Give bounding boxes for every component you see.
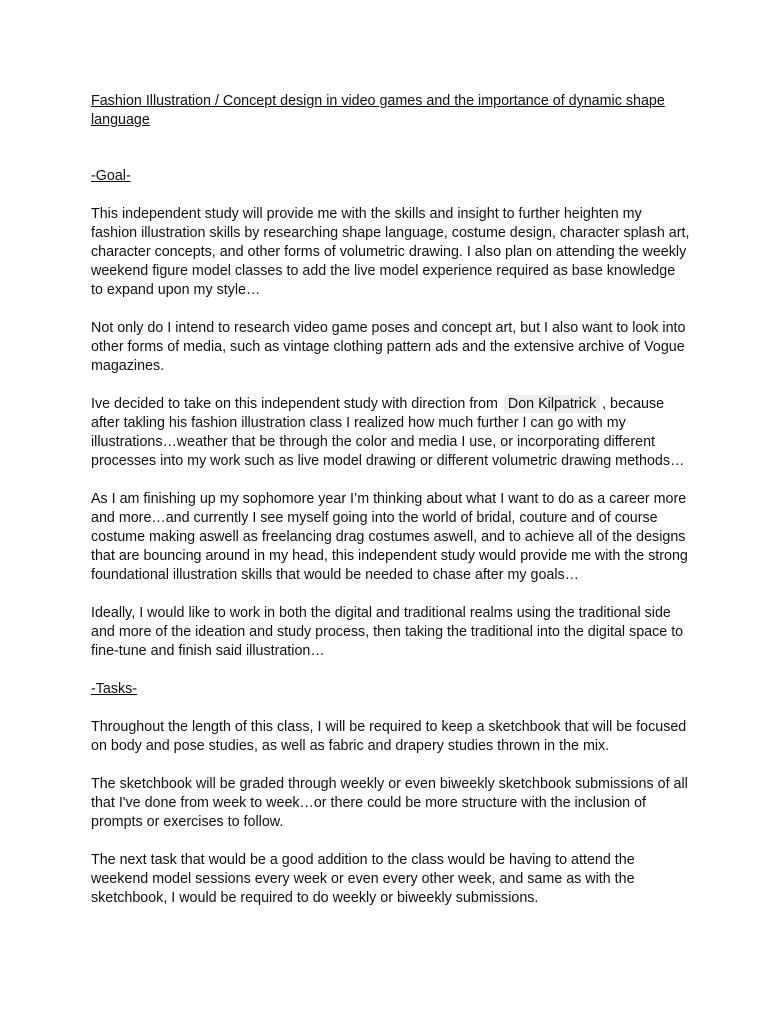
tasks-paragraph-3: The next task that would be a good addition to the class would be having to attend the weekend model sessions every week or even every other week, and same as with the sketchbook, I would be required to do weekly or biweekly submissions. bbox=[91, 852, 635, 906]
document-title: Fashion Illustration / Concept design in video games and the importance of dynamic shape language bbox=[91, 93, 665, 128]
direction-paragraph bbox=[91, 395, 691, 471]
direction-text-before: Ive decided to take on this independent study with direction from bbox=[91, 396, 498, 412]
career-paragraph: As I am finishing up my sophomore year I’m thinking about what I want to do as a career more and more…and currently I see myself going into the world of bridal, couture and of course costume making aswell as freelancing drag costumes aswell, and to achieve all of the designs that are bouncing around in my head, this independent study would provide me with the strong foundational illustration skills that would be needed to chase after my goals… bbox=[91, 491, 688, 583]
direction-text-after: , because after takling his fashion illustration class I realized how much further I can go with my illustrations…weather that be through the color and media I use, or incorporating different processes into my work such as live model drawing or different volumetric drawing methods… bbox=[91, 396, 685, 469]
goal-paragraph-1: This independent study will provide me with the skills and insight to further heighten my fashion illustration skills by researching shape language, costume design, character splash art, character concepts, and other forms of volumetric drawing. I also plan on attending the weekly weekend figure model classes to add the live model experience required as base knowledge to expand upon my style… bbox=[91, 206, 690, 298]
tasks-paragraph-2: The sketchbook will be graded through weekly or even biweekly sketchbook submissions of all that I've done from week to week…or there could be more structure with the inclusion of prompts or exercises to follow. bbox=[91, 776, 688, 830]
goal-heading: -Goal- bbox=[91, 168, 131, 184]
person-chip[interactable]: Don Kilpatrick bbox=[504, 395, 600, 413]
ideally-paragraph: Ideally, I would like to work in both the digital and traditional realms using the traditional side and more of the ideation and study process, then taking the traditional into the digital space to fine-tune and finish said illustration… bbox=[91, 605, 684, 659]
tasks-paragraph-1: Throughout the length of this class, I will be required to keep a sketchbook that will be focused on body and pose studies, as well as fabric and drapery studies thrown in the mix. bbox=[91, 719, 687, 754]
goal-paragraph-2: Not only do I intend to research video game poses and concept art, but I also want to look into other forms of media, such as vintage clothing pattern ads and the extensive archive of Vogue magazines. bbox=[91, 320, 686, 374]
tasks-heading: -Tasks- bbox=[91, 681, 138, 697]
document-body bbox=[91, 92, 691, 908]
